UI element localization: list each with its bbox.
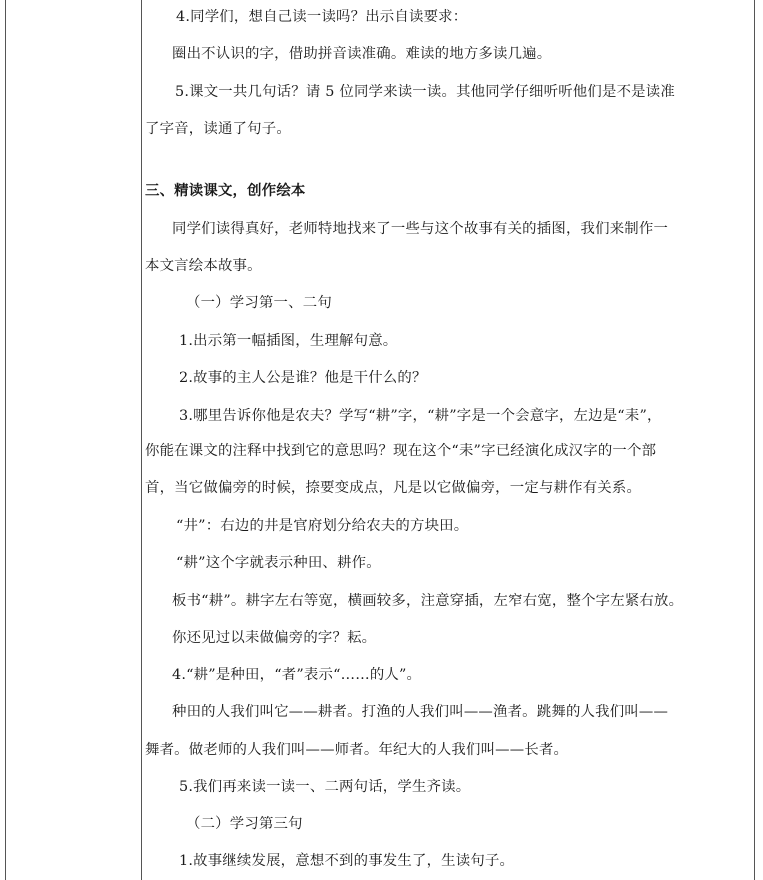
sub2-step-1: 1.故事继续发展，意想不到的事发生了，生读句子。 [179,853,515,869]
jing-explanation: “井”：右边的井是官府划分给农夫的方块田。 [176,518,469,534]
geng-meaning: “耕”这个字就表示种田、耕作。 [176,555,381,571]
sub1-step-3-cont-2: 首，当它做偏旁的时候，捺要变成点，凡是以它做偏旁，一定与耕作有关系。 [145,480,642,496]
sub1-step-2: 2.故事的主人公是谁？他是干什么的？ [179,370,427,386]
subsection-1-heading: （一）学习第一、二句 [186,295,332,311]
table-outer-border-right [754,0,755,880]
table-outer-border-left [5,0,6,880]
lesson-plan-content [142,0,753,880]
sub1-step-3: 3.哪里告诉你他是农夫？学写“耕”字，“耕”字是一个会意字，左边是“耒”， [179,408,662,424]
sub1-step-4: 4.“耕”是种田，“者”表示“……的人”。 [172,667,422,683]
sub1-step-5: 5.我们再来读一读一、二两句话，学生齐读。 [179,779,471,795]
sub1-step-1: 1.出示第一幅插图，生理解句意。 [179,333,398,349]
blackboard-writing: 板书“耕”。耕字左右等宽，横画较多，注意穿插，左窄右宽，整个字左紧右放。 [172,593,684,609]
zhe-examples-cont: 舞者。做老师的人我们叫——师者。年纪大的人我们叫——长者。 [145,742,569,758]
step-5-prompt-cont: 了字音，读通了句子。 [145,121,291,137]
lei-radical-question: 你还见过以耒做偏旁的字？耘。 [172,630,377,646]
subsection-2-heading: （二）学习第三句 [186,816,303,832]
section-3-intro: 同学们读得真好，老师特地找来了一些与这个故事有关的插图，我们来制作一 [172,221,669,237]
step-4-prompt: 4.同学们，想自己读一读吗？出示自读要求： [176,9,468,25]
section-3-heading: 三、精读课文，创作绘本 [145,182,306,199]
sub1-step-3-cont-1: 你能在课文的注释中找到它的意思吗？现在这个“耒”字已经演化成汉字的一个部 [145,443,657,459]
zhe-examples: 种田的人我们叫它——耕者。打渔的人我们叫——渔者。跳舞的人我们叫—— [172,704,669,720]
reading-requirement: 圈出不认识的字，借助拼音读准确。难读的地方多读几遍。 [172,46,552,62]
table-left-column [0,0,142,880]
step-5-prompt: 5.课文一共几句话？请 5 位同学来读一读。其他同学仔细听听他们是不是读准 [175,84,675,100]
section-3-intro-cont: 本文言绘本故事。 [145,258,262,274]
